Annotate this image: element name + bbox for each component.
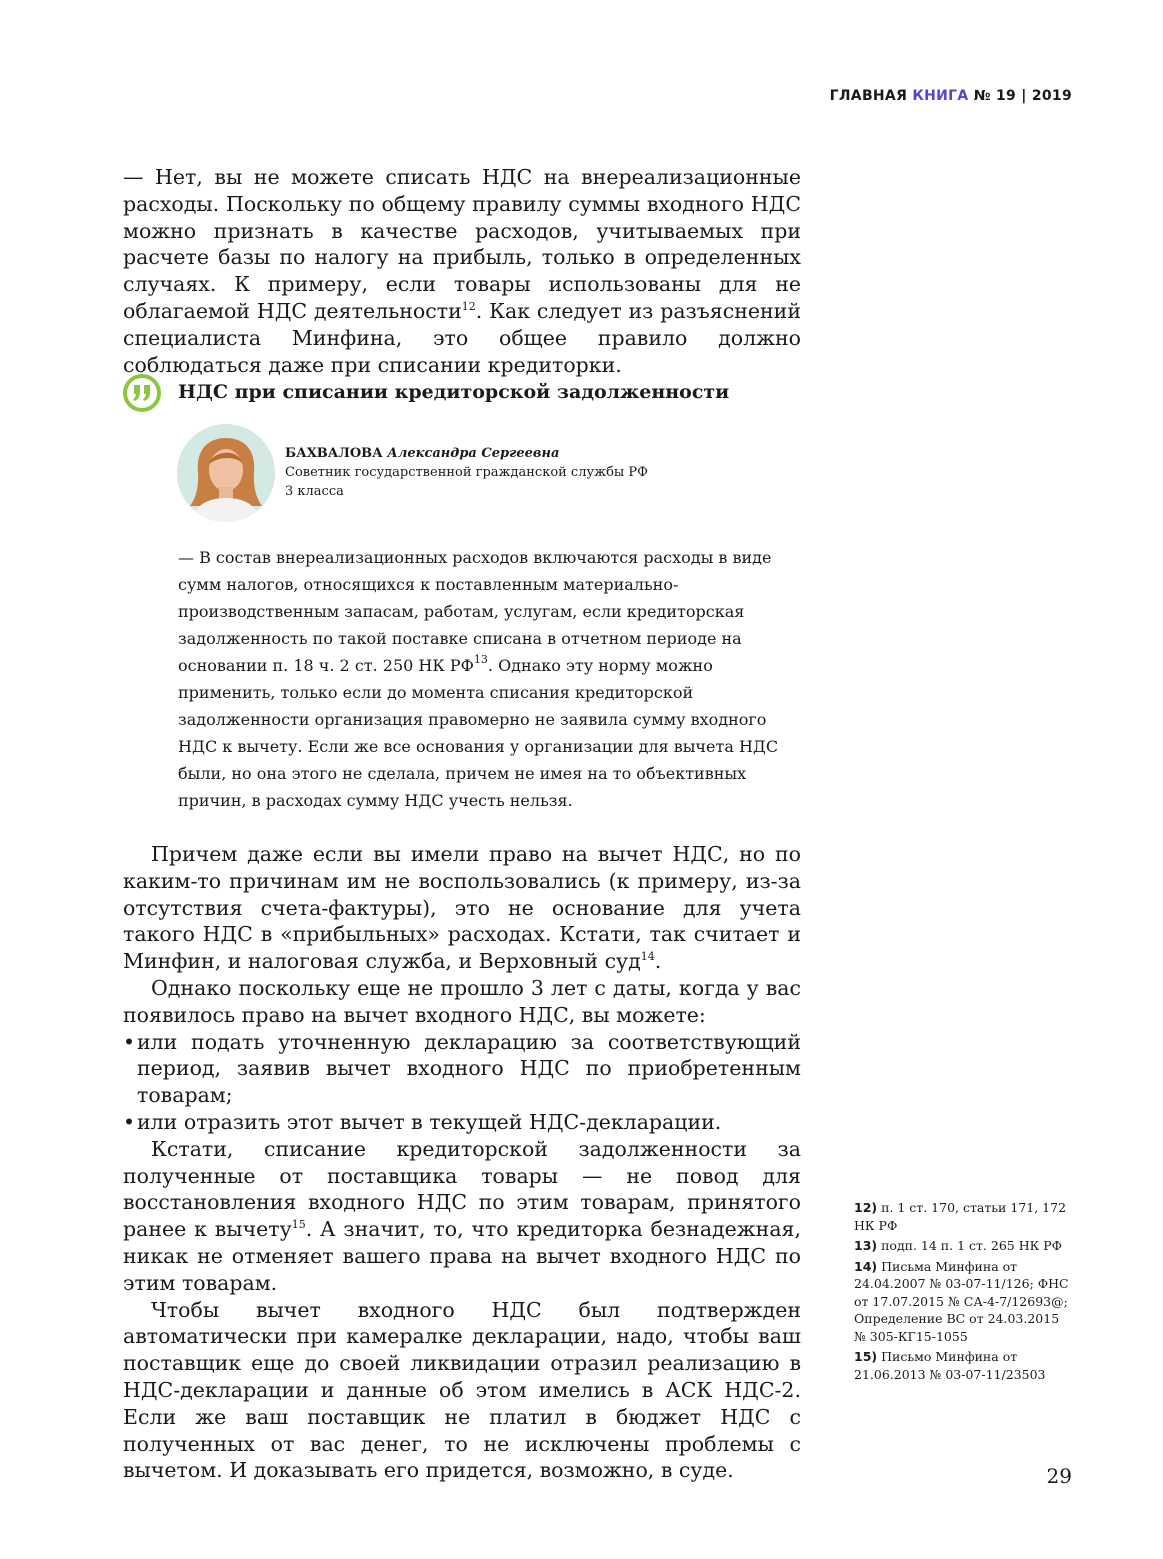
intro-tail: . Как следует из разъяснений специалиста Минфина, это общее правило должно соблюдаться даже при списании кредиторки. (123, 298, 801, 377)
issue-number: № 19 | 2019 (973, 88, 1072, 104)
body-text (123, 841, 801, 1484)
quote-title: НДС при списании кредиторской задолженности (178, 381, 730, 403)
footnote-ref-12: 12 (461, 299, 476, 313)
footnote-15: 15) Письмо Минфина от 21.06.2013 № 03-07-11/23503 (854, 1349, 1046, 1382)
expert-name: БАХВАЛОВА Александра Сергеевна (285, 446, 560, 461)
expert-position: Советник государственной гражданской службы РФ (285, 465, 648, 480)
page-number: 29 (1046, 1464, 1072, 1488)
expert-info (285, 444, 648, 501)
body-paragraph-1: Причем даже если вы имели право на вычет НДС, но по каким-то причинам им не воспользовались (к примеру, из-за отсутствия счета-фактуры), это не основание для учета такого НДС в «прибыльных» расходах. Кстати, так считает и Минфин, и налоговая служба, и Верховный суд$^{14}$. (123, 842, 801, 974)
footnote-ref-14: 14 (640, 950, 655, 964)
body-paragraph-4: Чтобы вычет входного НДС был подтвержден автоматически при камералке декларации, надо, чтобы ваш поставщик еще до своей ликвидации отразил реализацию в НДС-декларации и данные об этом имелись в АСК НДС-2. Если же ваш поставщик не платил в бюджет НДС с полученных от вас денег, то не исключены проблемы с вычетом. И доказывать его придется, возможно, в суде. (123, 1297, 801, 1483)
expert-quote-text: — В состав внереализационных расходов включаются расходы в виде сумм налогов, относящихся к поставленным материально-производственным запасам, работам, услугам, если кредиторская задолженность по такой поставке списана в отчетном периоде на основании п. 18 ч. 2 ст. 250 НК РФ$^{13}$. Однако эту норму можно применить, только если до момента списания кредиторской задолженности организация правомерно не заявила сумму входного НДС к вычету. Если же все основания у организации для вычета НДС были, но она этого не сделала, причем не имея на то объективных причин, в расходах сумму НДС учесть нельзя. (178, 548, 779, 810)
footnote-13: 13) подп. 14 п. 1 ст. 265 НК РФ (854, 1238, 1063, 1253)
footnote-ref-13: 13 (473, 653, 488, 666)
intro-paragraph (123, 164, 801, 378)
expert-photo (177, 424, 275, 522)
bullet-item-1: • или подать уточненную декларацию за соответствующий период, заявив вычет входного НДС по приобретенным товарам; (123, 1029, 801, 1109)
brand-name-part1: ГЛАВНАЯ (829, 88, 908, 104)
running-header (830, 88, 1072, 104)
expert-rank: 3 класса (285, 484, 344, 499)
footnote-12: 12) п. 1 ст. 170, статьи 171, 172 НК РФ (854, 1200, 1067, 1233)
footnotes (854, 1199, 1074, 1386)
footnote-ref-15: 15 (291, 1218, 306, 1232)
quote-icon (123, 374, 161, 412)
brand-name-part2: КНИГА (912, 88, 969, 104)
body-paragraph-2: Однако поскольку еще не прошло 3 лет с даты, когда у вас появилось право на вычет входного НДС, вы можете: (123, 975, 801, 1027)
body-paragraph-3: Кстати, списание кредиторской задолженности за полученные от поставщика товары — не повод для восстановления входного НДС по этим товарам, принятого ранее к вычету$^{15}$. А значит, то, что кредиторка безнадежная, никак не отменяет вашего права на вычет входного НДС по этим товарам. (123, 1136, 801, 1295)
footnote-14: 14) Письма Минфина от 24.04.2007 № 03-07-11/126; ФНС от 17.07.2015 № СА-4-7/12693@; Определение ВС от 24.03.2015 № 305-КГ15-1055 (854, 1258, 1069, 1344)
intro-text: — Нет, вы не можете списать НДС на внереализационные расходы. Поскольку по общему правилу суммы входного НДС можно признать в качестве расходов, учитываемых при расчете базы по налогу на прибыль, только в определенных случаях. К примеру, если товары использованы для не облагаемой НДС деятельности (123, 165, 801, 323)
bullet-item-2: • или отразить этот вычет в текущей НДС-декларации. (123, 1109, 801, 1136)
